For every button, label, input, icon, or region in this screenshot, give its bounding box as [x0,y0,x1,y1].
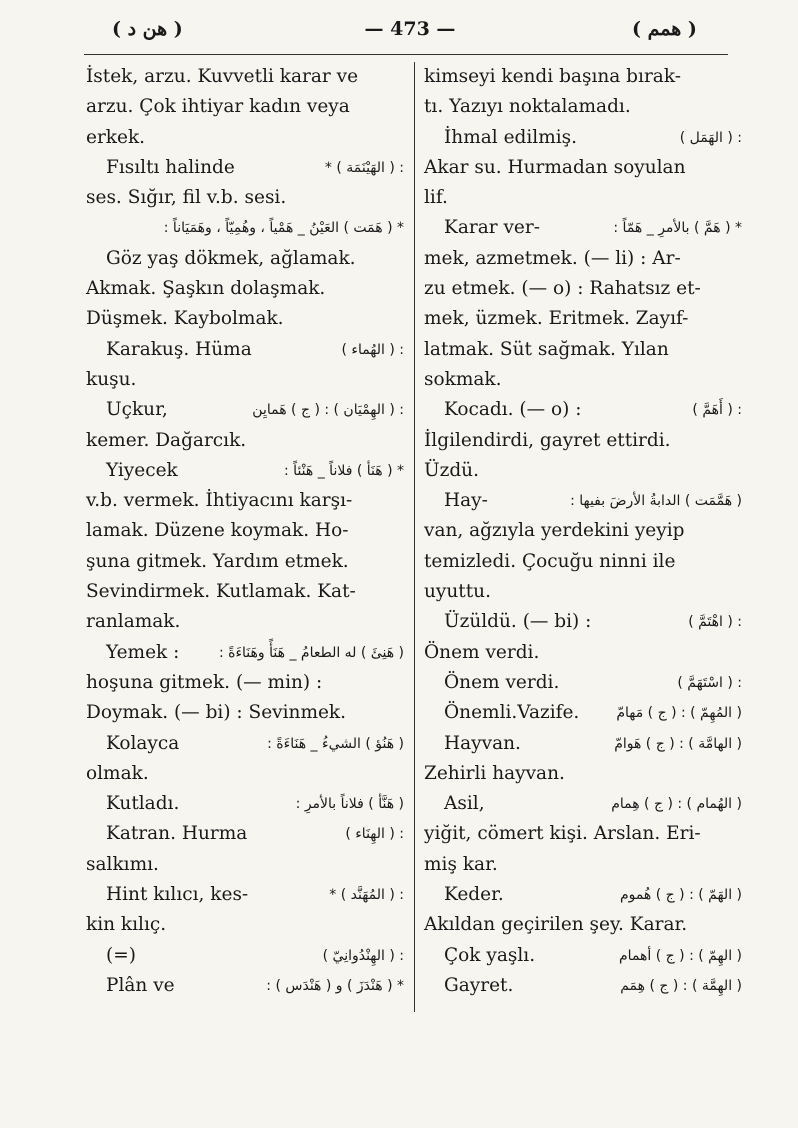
entry-text: Plân ve [106,974,175,996]
entry-text: hoşuna gitmek. (— min) : [86,671,323,693]
entry-text: v.b. vermek. İhtiyacını karşı- [86,490,353,512]
entry-text: Akıldan geçirilen şey. Karar. [424,914,688,936]
entry-text: salkımı. [86,853,159,875]
entry-text: Hayvan. [444,732,521,754]
entry-line [424,941,742,971]
arabic-headword: * ( هَنْدَزَ ) و ( هَنْدَس ) : [266,977,404,994]
entry-line [424,456,742,486]
arabic-headword: ( هَنُؤ ) الشيءُ _ هَنَاءَةً : [267,735,404,752]
entry-text: Göz yaş dökmek, ağlamak. [106,247,356,269]
entry-line [86,638,404,668]
entry-line [424,607,742,637]
entry-text: İlgilendirdi, gayret ettirdi. [424,429,671,451]
entry-line [424,668,742,698]
entry-line [424,92,742,122]
entry-text: Karakuş. Hüma [106,338,252,360]
entry-line [86,516,404,546]
entry-text: Doymak. (— bi) : Sevinmek. [86,702,347,724]
entry-line [86,486,404,516]
entry-text: şuna gitmek. Yardım etmek. [86,550,349,572]
entry-line [424,850,742,880]
entry-line [424,62,742,92]
arabic-headword: ( الهِمَّة ) : ( ج ) هِمَم [620,977,742,994]
header-rule [84,54,728,55]
entry-text: zu etmek. (— o) : Rahatsız et- [424,278,701,300]
entry-line [424,213,742,243]
entry-text: mek, azmetmek. (— li) : Ar- [424,247,681,269]
entry-line [424,244,742,274]
entry-line [424,759,742,789]
entry-text: Uçkur, [106,399,168,421]
entry-text: lamak. Düzene koymak. Ho- [86,520,349,542]
entry-line [86,456,404,486]
entry-text: Çok yaşlı. [444,944,536,966]
entry-text: Üzüldü. (— bi) : [444,611,592,633]
arabic-headword: ( الهُمام ) : ( ج ) هِمام [611,796,742,813]
entry-text: lif. [424,187,448,209]
entry-text: ranlamak. [86,611,181,633]
arabic-headword: ( هَنِئَ ) له الطعامُ _ هَنَأً وهَنَاءَةً : [218,644,404,661]
entry-line [86,274,404,304]
entry-text: mek, üzmek. Eritmek. Zayıf- [424,308,689,330]
arabic-headword: ( الهامَّة ) : ( ج ) هَوامّ [614,735,742,752]
entry-line [86,213,404,243]
column-divider [414,62,415,1012]
entry-text: Akmak. Şaşkın dolaşmak. [86,278,326,300]
entry-text: Hint kılıcı, kes- [106,884,249,906]
entry-line [424,153,742,183]
entry-text: tı. Yazıyı noktalamadı. [424,96,631,118]
page-header [0,0,798,60]
entry-line [424,819,742,849]
entry-text: Asil, [444,793,485,815]
entry-line [424,698,742,728]
arabic-headword: : ( اسْتَهَمَّ ) [677,674,742,691]
entry-text: kemer. Dağarcık. [86,429,247,451]
page-number: — 473 — [364,18,456,40]
entry-text: Sevindirmek. Kutlamak. Kat- [86,581,356,603]
entry-text: kuşu. [86,368,137,390]
arabic-headword: : ( الهِمْيَان ) : ( ج ) هَمايِن [252,402,404,419]
entry-line [86,729,404,759]
arabic-headword: : ( أَهَمَّ ) [692,402,742,419]
entry-line [86,183,404,213]
entry-text: Akar su. Hurmadan soyulan [424,156,686,178]
entry-line [86,668,404,698]
entry-text: Keder. [444,884,504,906]
entry-line [424,274,742,304]
entry-text: İhmal edilmiş. [444,126,578,148]
entry-line [86,547,404,577]
entry-text: olmak. [86,762,149,784]
entry-line [86,244,404,274]
entry-line [86,92,404,122]
arabic-headword: : ( الهِنَاء ) [345,826,404,843]
entry-text: Kutladı. [106,793,180,815]
entry-line [86,789,404,819]
right-column [424,62,742,1001]
entry-text: uyuttu. [424,581,491,603]
entry-line [86,607,404,637]
entry-line [86,577,404,607]
header-left-guide-word: ( هن د ) [112,18,183,40]
entry-line [424,729,742,759]
entry-text: Fısıltı halinde [106,156,235,178]
arabic-headword: : ( الهُماء ) [341,341,404,358]
entry-line [424,971,742,1001]
arabic-headword: : ( الهَمَل ) [679,129,742,146]
entry-text: van, ağzıyla yerdekini yeyip [424,520,685,542]
entry-text: Kolayca [106,732,180,754]
entry-text: miş kar. [424,853,498,875]
entry-text: kimseyi kendi başına bırak- [424,66,681,87]
entry-line [86,880,404,910]
arabic-headword: ( هَمَّمَت ) الدابةُ الأرضَ بفيها : [570,493,742,510]
entry-line [424,335,742,365]
entry-text: Önem verdi. [424,641,540,663]
entry-line [86,426,404,456]
entry-line [86,153,404,183]
arabic-headword: ( المُهِمّ ) : ( ج ) مَهامّ [616,705,742,722]
entry-line [424,304,742,334]
entry-line [86,304,404,334]
entry-text: Katran. Hurma [106,823,248,845]
entry-text: yiğit, cömert kişi. Arslan. Eri- [424,823,701,845]
entry-line [86,335,404,365]
entry-line [424,910,742,940]
entry-line [86,910,404,940]
entry-line [424,577,742,607]
arabic-headword: ( الهَمّ ) : ( ج ) هُموم [619,887,742,904]
entry-line [86,123,404,153]
arabic-headword: : ( المُهَنَّد ) * [329,887,404,904]
entry-line [424,426,742,456]
entry-text: arzu. Çok ihtiyar kadın veya [86,96,350,118]
arabic-headword: : ( الهَيْنَمَة ) * [324,159,404,176]
entry-line [424,516,742,546]
entry-text: Düşmek. Kaybolmak. [86,308,284,330]
entry-text: Karar ver- [444,217,540,239]
left-column [86,62,404,1001]
arabic-headword: : ( اهْتَمَّ ) [688,614,742,631]
arabic-headword: : ( الهِنْدُوانِيّ ) [322,947,404,964]
entry-text: ses. Sığır, fil v.b. sesi. [86,187,287,209]
entry-text: Kocadı. (— o) : [444,399,582,421]
entry-line [424,123,742,153]
entry-text: Önem verdi. [444,671,560,693]
entry-line [86,395,404,425]
entry-text: Gayret. [444,974,514,996]
entry-line [86,698,404,728]
entry-text: Yiyecek [106,459,178,481]
entry-text: Üzdü. [424,459,479,481]
arabic-headword: ( هَنَّأ ) فلاناً بالأمرِ : [295,796,404,813]
header-right-guide-word: ( همم ) [632,18,697,40]
entry-line [424,880,742,910]
entry-text: kin kılıç. [86,914,167,936]
arabic-headword: * ( هَمَّ ) بالأمرِ _ هَمّاً : [613,220,742,237]
entry-line [424,789,742,819]
entry-text: erkek. [86,126,146,148]
entry-line [86,62,404,92]
entry-line [424,486,742,516]
entry-line [86,759,404,789]
entry-text: Önemli.Vazife. [444,702,580,724]
entry-line [86,819,404,849]
entry-line [424,183,742,213]
entry-text: Zehirli hayvan. [424,762,565,784]
entry-text: sokmak. [424,368,502,390]
arabic-headword: * ( هَنَأ ) فلاناً _ هَنْئاً : [284,462,404,479]
entry-line [86,850,404,880]
entry-line [424,395,742,425]
arabic-headword: ( الهِمّ ) : ( ج ) أهمام [619,947,742,964]
entry-line [424,365,742,395]
entry-text: (=) [106,944,136,966]
entry-text: Hay- [444,490,488,512]
entry-line [86,365,404,395]
entry-text: Yemek : [106,641,180,663]
entry-line [86,941,404,971]
entry-line [86,971,404,1001]
entry-text: temizledi. Çocuğu ninni ile [424,550,676,572]
entry-line [424,547,742,577]
entry-text: latmak. Süt sağmak. Yılan [424,338,669,360]
entry-line [424,638,742,668]
arabic-headword: * ( هَمَت ) العَيْنُ _ هَمْياً ، وهُمِيّاً ، وهَمَيَاناً : [163,220,404,237]
entry-text: İstek, arzu. Kuvvetli karar ve [86,66,359,87]
